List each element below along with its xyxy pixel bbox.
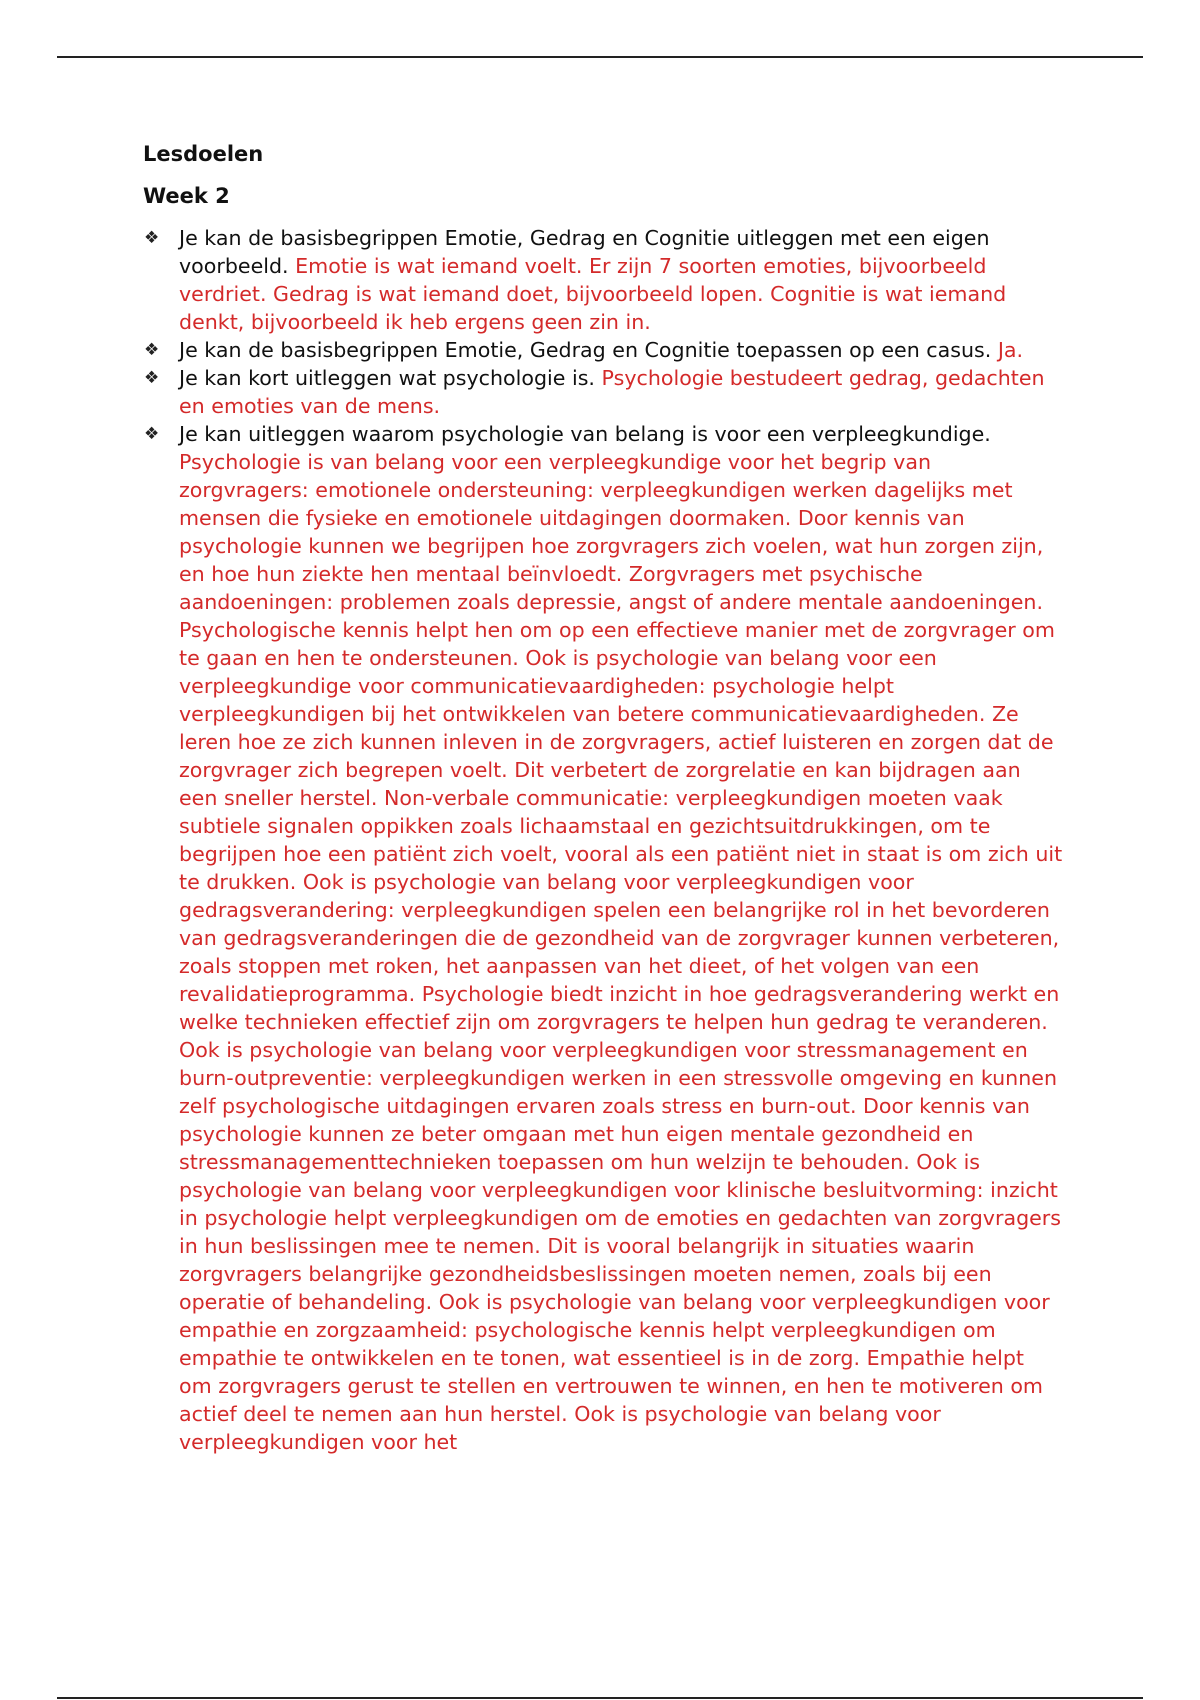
goal-answer: Ja. [997, 338, 1024, 362]
goal-answer: Psychologie bestudeert gedrag, gedachten en emoties van de mens. [179, 366, 1045, 418]
bottom-rule [57, 1697, 1143, 1699]
list-item [143, 364, 1063, 420]
diamond-bullet-icon: ❖ [144, 368, 160, 388]
goal-question: Je kan de basisbegrippen Emotie, Gedrag en Cognitie uitleggen met een eigen voorbeeld. [179, 226, 990, 278]
goal-answer: Emotie is wat iemand voelt. Er zijn 7 soorten emoties, bijvoorbeeld verdriet. Gedrag is wat iemand doet, bijvoorbeeld lopen. Cognitie is wat iemand denkt, bijvoorbeeld ik heb ergens geen zin in. [179, 254, 1007, 334]
goal-question: Je kan uitleggen waarom psychologie van belang is voor een verpleegkundige. [179, 422, 991, 446]
goal-question: Je kan kort uitleggen wat psychologie is. [179, 366, 595, 390]
list-item [143, 336, 1063, 364]
goal-answer: Psychologie is van belang voor een verpleegkundige voor het begrip van zorgvragers: emotionele ondersteuning: verpleegkundigen werken dagelijks met mensen die fysieke en emotionele uitdagingen doormaken. Door kennis van psychologie kunnen we begrijpen hoe zorgvragers zich voelen, wat hun zorgen zijn, en hoe hun ziekte hen mentaal beïnvloedt. Zorgvragers met psychische aandoeningen: problemen zoals depressie, angst of andere mentale aandoeningen. Psychologische kennis helpt hen om op een effectieve manier met de zorgvrager om te gaan en hen te ondersteunen. Ook is psychologie van belang voor een verpleegkundige voor communicatievaardigheden: psychologie helpt verpleegkundigen bij het ontwikkelen van betere communicatievaardigheden. Ze leren hoe ze zich kunnen inleven in de zorgvragers, actief luisteren en zorgen dat de zorgvrager zich begrepen voelt. Dit verbetert de zorgrelatie en kan bijdragen aan een sneller herstel. Non-verbale communicatie: verpleegkundigen moeten vaak subtiele signalen oppikken zoals lichaamstaal en gezichtsuitdrukkingen, om te begrijpen hoe een patiënt zich voelt, vooral als een patiënt niet in staat is om zich uit te drukken. Ook is psychologie van belang voor verpleegkundigen voor gedragsverandering: verpleegkundigen spelen een belangrijke rol in het bevorderen van gedragsveranderingen die de gezondheid van de zorgvrager kunnen verbeteren, zoals stoppen met roken, het aanpassen van het dieet, of het volgen van een revalidatieprogramma. Psychologie biedt inzicht in hoe gedragsverandering werkt en welke technieken effectief zijn om zorgvragers te helpen hun gedrag te veranderen. Ook is psychologie van belang voor verpleegkundigen voor stressmanagement en burn-outpreventie: verpleegkundigen werken in een stressvolle omgeving en kunnen zelf psychologische uitdagingen ervaren zoals stress en burn-out. Door kennis van psychologie kunnen ze beter omgaan met hun eigen mentale gezondheid en stressmanagementtechnieken toepassen om hun welzijn te behouden. Ook is psychologie van belang voor verpleegkundigen voor klinische besluitvorming: inzicht in psychologie helpt verpleegkundigen om de emoties en gedachten van zorgvragers in hun beslissingen mee te nemen. Dit is vooral belangrijk in situaties waarin zorgvragers belangrijke gezondheidsbeslissingen moeten nemen, zoals bij een operatie of behandeling. Ook is psychologie van belang voor verpleegkundigen voor empathie en zorgzaamheid: psychologische kennis helpt verpleegkundigen om empathie te ontwikkelen en te tonen, wat essentieel is in de zorg. Empathie helpt om zorgvragers gerust te stellen en vertrouwen te winnen, en hen te motiveren om actief deel te nemen aan hun herstel. Ook is psychologie van belang voor verpleegkundigen voor het [179, 450, 1063, 1454]
top-rule [57, 56, 1143, 58]
week-heading: Week 2 [143, 184, 230, 208]
diamond-bullet-icon: ❖ [144, 340, 160, 360]
diamond-bullet-icon: ❖ [144, 228, 160, 248]
document-body [143, 140, 1063, 1456]
learning-goals-list [143, 224, 1063, 1456]
goal-question: Je kan de basisbegrippen Emotie, Gedrag en Cognitie toepassen op een casus. [179, 338, 992, 362]
list-item [143, 420, 1063, 1456]
list-item [143, 224, 1063, 336]
diamond-bullet-icon: ❖ [144, 424, 160, 444]
page-title: Lesdoelen [143, 142, 264, 166]
